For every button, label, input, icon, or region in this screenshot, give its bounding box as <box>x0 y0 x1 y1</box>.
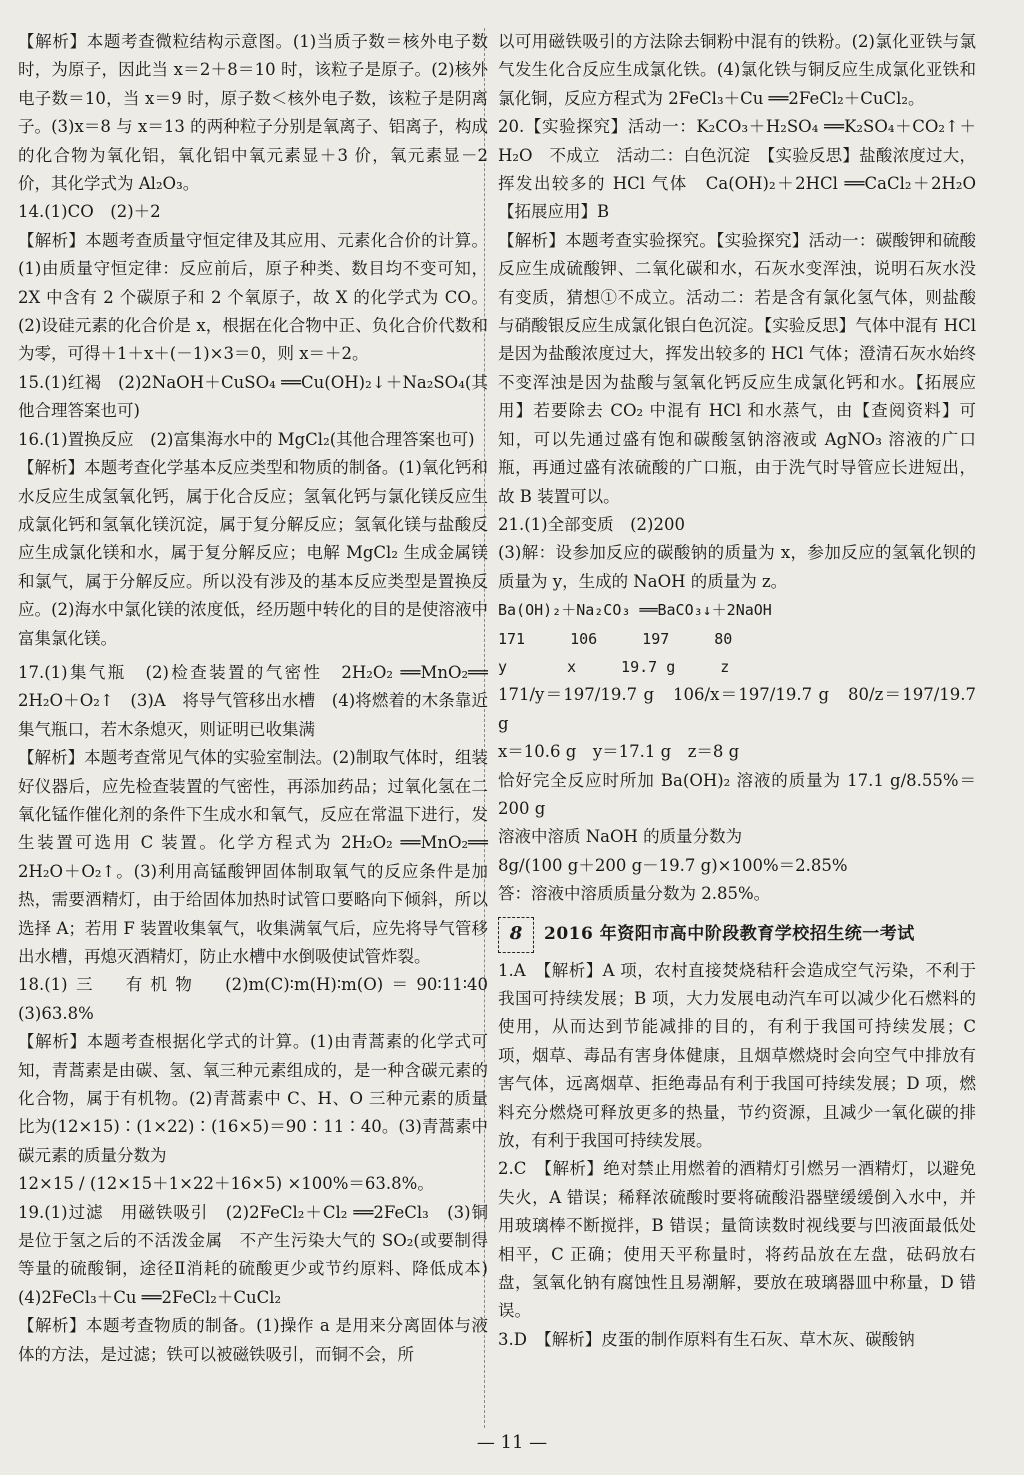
paragraph: 恰好完全反应时所加 Ba(OH)₂ 溶液的质量为 17.1 g/8.55%＝200 g <box>498 770 976 818</box>
paragraph: 3.D 【解析】皮蛋的制作原料有生石灰、草木灰、碳酸钠 <box>498 1329 915 1349</box>
equation-line: 171 106 197 80 <box>498 629 733 648</box>
equation-line: y x 19.7 g z <box>498 657 730 676</box>
equation-line: 8g/(100 g＋200 g－19.7 g)×100%＝2.85% <box>498 855 848 875</box>
paragraph: 1.A 【解析】A 项，农村直接焚烧秸秆会造成空气污染，不利于我国可持续发展；B 项，大力发展电动汽车可以减少化石燃料的使用，从而达到节能减排的目的，有利于我国可持续发展；C 项，烟草、毒品有害身体健康，且烟草燃烧时会向空气中排放有害气体，远离烟草、拒绝毒品有利于我国可持续发展；D 项，燃料充分燃烧可释放更多的热量，节约资源，且减少一氧化碳的排放，有利于我国可持续发展。 <box>498 960 976 1151</box>
equation-line: Ba(OH)₂＋Na₂CO₃ ══BaCO₃↓＋2NaOH <box>498 601 772 620</box>
equation-line: x＝10.6 g y＝17.1 g z＝8 g <box>498 742 740 762</box>
formula-line: 12×15 / (12×15＋1×22＋16×5) ×100%＝63.8%。 <box>18 1174 434 1194</box>
paragraph: 16.(1)置换反应 (2)富集海水中的 MgCl₂(其他合理答案也可) <box>18 429 475 449</box>
paragraph: 21.(1)全部变质 (2)200 <box>498 514 685 534</box>
paragraph: 20.【实验探究】活动一：K₂CO₃＋H₂SO₄ ══K₂SO₄＋CO₂↑＋H₂O 不成立 活动二：白色沉淀 【实验反思】盐酸浓度过大，挥发出较多的 HCl 气体 Ca(OH)₂＋2HCl ══CaCl₂＋2H₂O 【拓展应用】B <box>498 117 993 222</box>
section-title: 2016 年资阳市高中阶段教育学校招生统一考试 <box>544 924 915 945</box>
section-number-badge: 8 <box>498 917 534 953</box>
paragraph: 17.(1)集气瓶 (2)检查装置的气密性 2H₂O₂ ══MnO₂══ 2H₂O＋O₂↑ (3)A 将导气管移出水槽 (4)将燃着的木条靠近集气瓶口，若木条熄灭，则证明已收集满 <box>18 662 488 739</box>
paragraph: 15.(1)红褐 (2)2NaOH＋CuSO₄ ══Cu(OH)₂↓＋Na₂SO₄(其他合理答案也可) <box>18 372 488 421</box>
paragraph: 【解析】本题考查化学基本反应类型和物质的制备。(1)氧化钙和水反应生成氢氧化钙，属于化合反应；氢氧化钙与氯化镁反应生成氯化钙和氢氧化镁沉淀，属于复分解反应；氢氧化镁与盐酸反应生成氯化镁和水，属于复分解反应；电解 MgCl₂ 生成金属镁和氯气，属于分解反应。所以没有涉及的基本反应类型是置换反应。(2)海水中氯化镁的浓度低，经历题中转化的目的是使溶液中富集氯化镁。 <box>18 458 488 648</box>
paragraph: 【解析】本题考查质量守恒定律及其应用、元素化合价的计算。(1)由质量守恒定律：反应前后，原子种类、数目均不变可知，2X 中含有 2 个碳原子和 2 个氧原子，故 X 的化学式为 CO。(2)设硅元素的化合价是 x，根据在化合物中正、负化合价代数和为零，可得＋1＋x＋(－1)×3＝0，则 x＝＋2。 <box>18 230 488 364</box>
left-column <box>18 28 505 1369</box>
paragraph: 以可用磁铁吸引的方法除去铜粉中混有的铁粉。(2)氯化亚铁与氯气发生化合反应生成氯化铁。(4)氯化铁与铜反应生成氯化亚铁和氯化铜，反应方程式为 2FeCl₃＋Cu ══2FeCl₂＋CuCl₂。 <box>498 32 976 108</box>
paragraph: 2.C 【解析】绝对禁止用燃着的酒精灯引燃另一酒精灯，以避免失火，A 错误；稀释浓硫酸时要将硫酸沿器壁缓缓倒入水中，并用玻璃棒不断搅拌，B 错误；量筒读数时视线要与凹液面最低处相平，C 正确；使用天平称量时，将药品放在左盘，砝码放右盘，氢氧化钠有腐蚀性且易潮解，要放在玻璃器皿中称量，D 错误。 <box>498 1159 976 1321</box>
paragraph: (3)解：设参加反应的碳酸钠的质量为 x，参加反应的氢氧化钡的质量为 y，生成的 NaOH 的质量为 z。 <box>498 543 976 591</box>
section-heading <box>498 917 976 953</box>
paragraph: 14.(1)CO (2)＋2 <box>18 202 161 222</box>
paragraph: 18.(1)三 有机物 (2)m(C)∶m(H)∶m(O)＝90∶11∶40 (3)63.8% <box>18 975 505 1023</box>
paragraph: 19.(1)过滤 用磁铁吸引 (2)2FeCl₂＋Cl₂ ══2FeCl₃ (3)铜是位于氢之后的不活泼金属 不产生污染大气的 SO₂(或要制得等量的硫酸铜，途径Ⅱ消耗的硫酸更少或节约原料、降低成本) (4)2FeCl₃＋Cu ══2FeCl₂＋CuCl₂ <box>18 1202 505 1307</box>
paragraph: 【解析】本题考查微粒结构示意图。(1)当质子数＝核外电子数时，为原子，因此当 x＝2＋8＝10 时，该粒子是原子。(2)核外电子数＝10，当 x＝9 时，原子数＜核外电子数，该粒子是阴离子。(3)x＝8 与 x＝13 的两种粒子分别是氧离子、铝离子，构成的化合物为氧化铝，氧化铝中氧元素显＋3 价，氧元素显－2 价，其化学式为 Al₂O₃。 <box>18 32 488 194</box>
paragraph: 【解析】本题考查根据化学式的计算。(1)由青蒿素的化学式可知，青蒿素是由碳、氢、氧三种元素组成的，是一种含碳元素的化合物，属于有机物。(2)青蒿素中 C、H、O 三种元素的质量比为(12×15)∶(1×22)∶(16×5)＝90∶11∶40。(3)青蒿素中碳元素的质量分数为 <box>18 1032 488 1165</box>
paragraph: 答：溶液中溶质质量分数为 2.85%。 <box>498 884 771 904</box>
equation-line: 171/y＝197/19.7 g 106/x＝197/19.7 g 80/z＝197/19.7 g <box>498 685 976 733</box>
paragraph: 【解析】本题考查实验探究。【实验探究】活动一：碳酸钾和硫酸反应生成硫酸钾、二氧化碳和水，石灰水变浑浊，说明石灰水没有变质，猜想①不成立。活动二：若是含有氯化氢气体，则盐酸与硝酸银反应生成氯化银白色沉淀。【实验反思】气体中混有 HCl 是因为盐酸浓度过大，挥发出较多的 HCl 气体；澄清石灰水始终不变浑浊是因为盐酸与氢氧化钙反应生成氯化钙和水。【拓展应用】若要除去 CO₂ 中混有 HCl 和水蒸气，由【查阅资料】可知，可以先通过盛有饱和碳酸氢钠溶液或 AgNO₃ 溶液的广口瓶，再通过盛有浓硫酸的广口瓶，由于洗气时导管应长进短出，故 B 装置可以。 <box>498 230 976 506</box>
page-number: — 11 — <box>476 1432 548 1453</box>
paragraph: 【解析】本题考查物质的制备。(1)操作 a 是用来分离固体与液体的方法，是过滤；铁可以被磁铁吸引，而铜不会，所 <box>18 1316 488 1364</box>
right-column <box>498 28 993 1354</box>
paragraph: 溶液中溶质 NaOH 的质量分数为 <box>498 827 743 847</box>
paragraph: 【解析】本题考查常见气体的实验室制法。(2)制取气体时，组装好仪器后，应先检查装置的气密性，再添加药品；过氧化氢在二氧化锰作催化剂的条件下生成水和氧气，反应在常温下进行，发生装置可选用 C 装置。化学方程式为 2H₂O₂ ══MnO₂══ 2H₂O＋O₂↑。(3)利用高锰酸钾固体制取氧气的反应条件是加热，需要酒精灯，由于给固体加热时试管口要略向下倾斜，所以选择 A；若用 F 装置收集氧气，收集满氧气后，应先将导气管移出水槽，再熄灭酒精灯，防止水槽中水倒吸使试管炸裂。 <box>18 748 488 966</box>
